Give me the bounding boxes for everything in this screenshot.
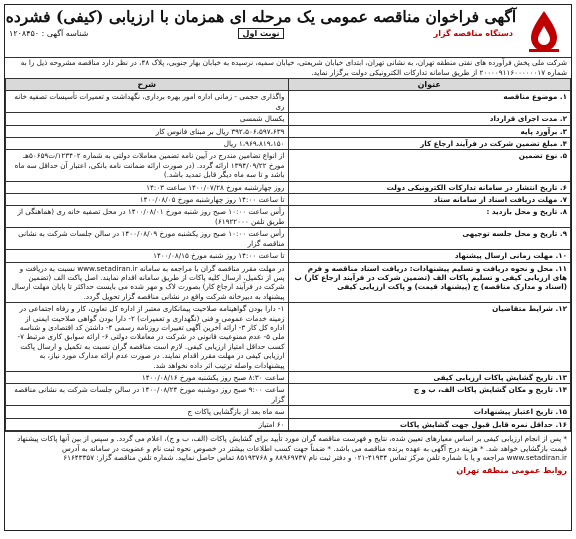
row-value: تا ساعت ۱۴:۰۰ روز چهارشنبه مورخ ۱۴۰۰/۰۸/۰۵: [6, 194, 289, 206]
row-value: روز چهارشنبه مورخ ۱۴۰۰/۰۷/۲۸ ساعت ۱۴:۰۳: [6, 181, 289, 193]
table-row: [6, 228, 571, 250]
row-value: ۳۹۲،۵۰۶،۵۹۷،۶۳۹ ریال بر مبنای فانوس کار: [6, 125, 289, 137]
row-title: ۱۰. مهلت زمانی ارسال پیشنهاد: [288, 250, 571, 262]
notice-title: آگهی فراخوان مناقصه عمومی یک مرحله ای همزمان با ارزیابی (کیفی) فشرده: [5, 7, 517, 26]
row-title: ۱۶. حداقل نمره قابل قبول جهت گشایش پاکات: [288, 418, 571, 430]
row-title: ۱. موضوع مناقصه: [288, 91, 571, 113]
brand-text: روابط عمومی منطقه تهران: [456, 465, 567, 475]
row-title: ۷. مهلت دریافت اسناد از سامانه ستاد: [288, 194, 571, 206]
row-title: ۶. تاریخ انتشار در سامانه تدارکات الکترونیکی دولت: [288, 181, 571, 193]
table-row: [6, 113, 571, 125]
row-value: رأس ساعت ۱۰:۰۰ صبح روز یکشنبه مورخ ۱۴۰۰/۰۸/۰۹ در سالن جلسات شرکت به نشانی مناقصه گزار: [6, 228, 289, 250]
table-row: [6, 91, 571, 113]
table-row: [6, 250, 571, 262]
row-title: ۵. نوع تضمین: [288, 150, 571, 181]
row-title: ۹. تاریخ و محل جلسه توجیهی: [288, 228, 571, 250]
shenase-text: شناسه آگهی : ۱۲۰۸۴۵۰: [9, 29, 89, 38]
table-row: [6, 303, 571, 372]
table-row: [6, 206, 571, 228]
nobat-badge: نوبت اول: [238, 28, 285, 39]
row-title: ۱۳. تاریخ گشایش پاکات ارزیابی کیفی: [288, 371, 571, 383]
row-value: ۱- دارا بودن گواهینامه صلاحیت پیمانکاری معتبر از اداره کل تعاون، کار و رفاه اجتماعی در زمینه خدمات عمومی و فنی (نگهداری و تعمیرات) ۲- دارا بودن گواهی صلاحیت ایمنی از اداره کل کار ۳- ارائه آخرین آگهی تغییرات روزنامه رسمی ۴- داشتن کد اقتصادی و شناسه ملی ۵- عدم ممنوعیت قانونی در شرکت در معاملات دولتی ۶- ارائه سوابق کاری مرتبط ۷- کسب حداقل امتیاز ارزیابی کیفی. لازم است مناقصه گران نسبت به تکمیل و ارسال پاکت ارزیابی کیفی در مهلت مقرر اقدام نمایند. در صورت عدم ارائه مدارک مورد نیاز، به پیشنهادات واصله ترتیب اثر داده نخواهد شد.: [6, 303, 289, 372]
tender-table: [5, 78, 571, 431]
row-value: ساعت ۹:۰۰ صبح روز دوشنبه مورخ ۱۴۰۰/۰۸/۲۴ در سالن جلسات شرکت به نشانی مناقصه گزار: [6, 384, 289, 406]
col-key-header: عنوان: [288, 79, 571, 91]
table-row: [6, 125, 571, 137]
table-row: [6, 138, 571, 150]
table-row: [6, 418, 571, 430]
table-row: [6, 150, 571, 181]
notice-header: [5, 5, 571, 58]
row-value: در مهلت مقرر مناقصه گران با مراجعه به سامانه www.setadiran.ir نسبت به دریافت و پس از تکمیل، ارسال کلیه پاکات از طریق سامانه اقدام نمایند. اصل پاکت الف (تضمین شرکت در فرآیند ارجاع کار) بصورت لاک و مهر شده می بایست حداکثر تا پایان مهلت ارسال پیشنهاد به دبیرخانه شرکت واقع در نشانی مناقصه گزار تحویل گردد.: [6, 262, 289, 303]
row-title: ۴. مبلغ تضمین شرکت در فرآیند ارجاع کار: [288, 138, 571, 150]
row-value: از انواع تضامین مندرج در آیین نامه تضمین معاملات دولتی به شماره ۱۲۳۴۰۲/ت۵۰۶۵۹هـ مورخ ۱۳۹۴/۰۹/۲۲ ارائه گردد. (در صورت ارائه ضمانت نامه بانکی، اعتبار آن حداقل سه ماه باشد و تا سه ماه دیگر قابل تمدید باشد.): [6, 150, 289, 181]
row-value: سه ماه بعد از بازگشایی پاکات ج: [6, 406, 289, 418]
row-value: یکسال شمسی: [6, 113, 289, 125]
table-row: [6, 194, 571, 206]
intro-text: شرکت ملی پخش فرآورده های نفتی منطقه تهران، به نشانی تهران، ابتدای خیابان شریعتی، خیابان سمیه، نرسیده به خیابان بهار جنوبی، پلاک ۴۸، در نظر دارد مناقصه مشروحه ذیل را به شماره ۲۰۰۰۰۹۱۱۶۰۰۰۰۰۰۱۷ از طریق سامانه تدارکات الکترونیکی دولت برگزار نماید.: [20, 58, 567, 77]
table-row: [6, 384, 571, 406]
nioc-logo-icon: [521, 8, 567, 54]
row-value: رأس ساعت ۱۰:۰۰ صبح روز شنبه مورخ ۱۴۰۰/۰۸/۰۱ در محل تصفیه خانه ری (هماهنگی از طریق تلفن ۶۱۹۲۲۰۰۰): [6, 206, 289, 228]
row-title: ۱۱. محل و نحوه دریافت و تسلیم پیشنهادات: دریافت اسناد مناقصه و فرم های ارزیابی کیفی و تسلیم پاکات الف (تضمین شرکت در فرآیند ارجاع کار) ب (اسناد و مدارک مناقصه) ج (پیشنهاد قیمت) و پاکت ارزیابی کیفی: [288, 262, 571, 303]
row-title: ۳. برآورد پایه: [288, 125, 571, 137]
row-value: ساعت ۸:۳۰ صبح روز یکشنبه مورخ ۱۴۰۰/۰۸/۱۶: [6, 371, 289, 383]
row-title: ۱۵. تاریخ اعتبار پیشنهادات: [288, 406, 571, 418]
footer-text: * پس از انجام ارزیابی کیفی بر اساس معیارهای تعیین شده، نتایج و فهرست مناقصه گران مورد تأیید برای گشایش پاکات (الف، ب و ج)، اعلام می گردد. و سپس از بین آنها پاکات پیشنهاد قیمت بازگشایی خواهد شد. * هزینه درج آگهی به عهده برنده مناقصه می باشد. * ضمناً جهت کسب اطلاعات بیشتر در خصوص نحوه ثبت نام و عضویت در سامانه به آدرس www.setadiran.ir مراجعه و یا با شماره تلفن مرکز تماس ۴۱۹۳۴-۰۲۱ و دفتر ثبت نام ۸۸۹۶۹۷۳۷ و ۸۵۱۹۳۷۶۸ تماس حاصل نمایید. شماره تلفن مناقصه گزار: ۶۱۶۴۳۳۵۷: [5, 431, 571, 465]
row-value: واگذاری حجمی - زمانی اداره امور بهره برداری، نگهداشت و تعمیرات تأسیسات تصفیه خانه ری: [6, 91, 289, 113]
org-label: دستگاه مناقصه گزار: [433, 29, 513, 38]
row-title: ۱۲. شرایط متقاضیان: [288, 303, 571, 372]
row-title: ۱۴. تاریخ و مکان گشایش پاکات الف، ب و ج: [288, 384, 571, 406]
tender-notice: [4, 4, 572, 531]
row-title: ۸. تاریخ و محل بازدید :: [288, 206, 571, 228]
table-row: [6, 406, 571, 418]
table-row: [6, 371, 571, 383]
row-title: ۲. مدت اجرای قرارداد: [288, 113, 571, 125]
row-value: ۱،۹۶۹،۸۱۹،۱۵۰ ریال: [6, 138, 289, 150]
row-value: تا ساعت ۱۴:۰۰ روز شنبه مورخ ۱۴۰۰/۰۸/۱۵: [6, 250, 289, 262]
col-val-header: شرح: [6, 79, 289, 91]
table-row: [6, 262, 571, 303]
row-value: ۶۰ امتیاز: [6, 418, 289, 430]
table-row: [6, 181, 571, 193]
